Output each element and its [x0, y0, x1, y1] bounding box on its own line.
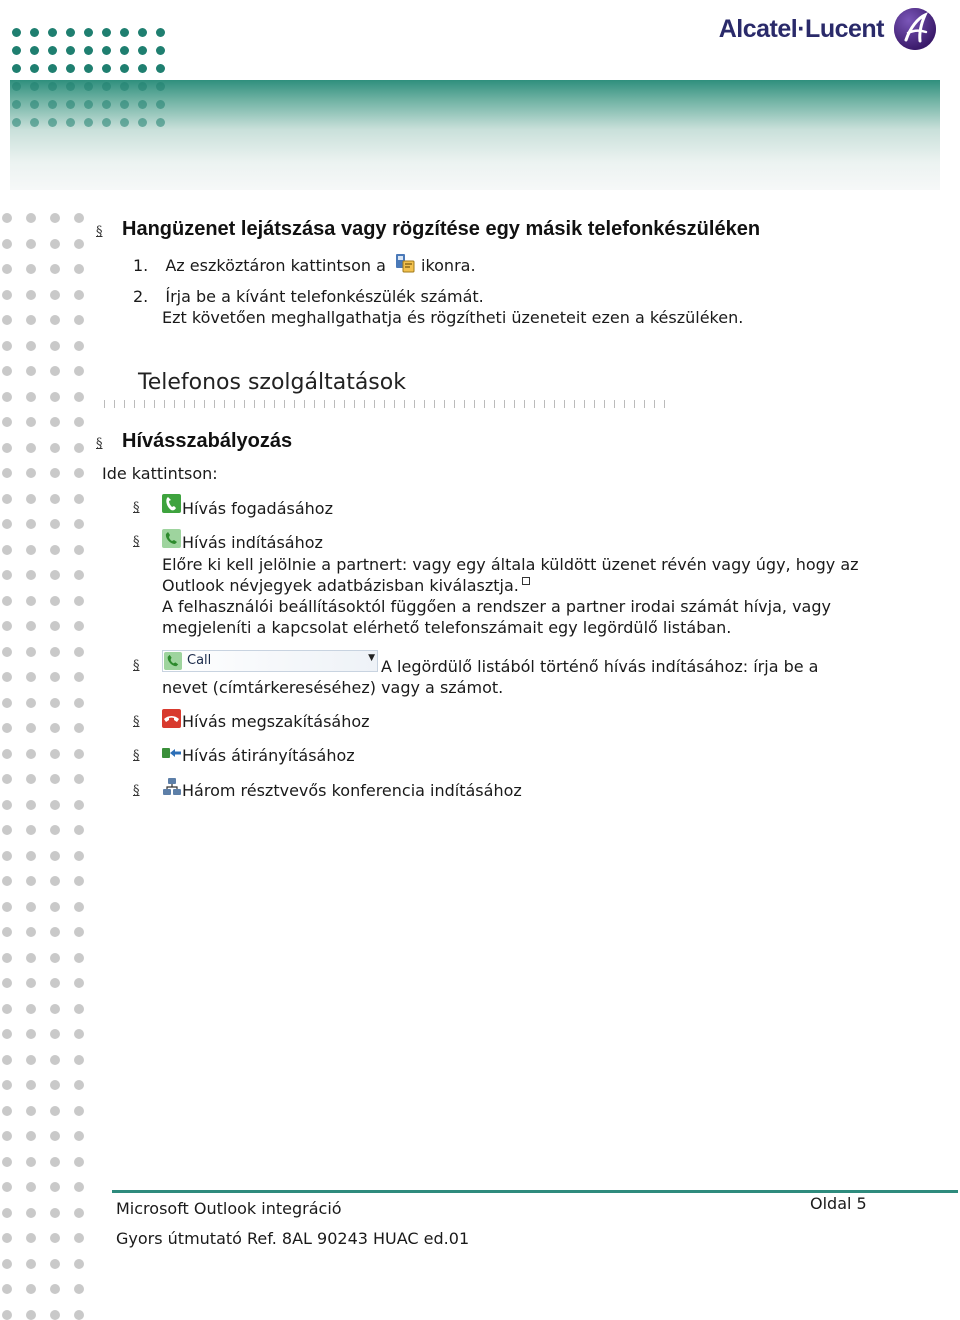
header-dot	[66, 28, 75, 37]
header-dot	[138, 118, 147, 127]
left-dot	[2, 1080, 12, 1090]
left-dot	[74, 213, 84, 223]
header-dot	[66, 46, 75, 55]
left-dot	[74, 366, 84, 376]
left-dot	[74, 1284, 84, 1294]
left-dot	[50, 698, 60, 708]
left-dot	[2, 570, 12, 580]
left-dot	[50, 1157, 60, 1167]
left-dot	[2, 953, 12, 963]
left-dot	[26, 876, 36, 886]
left-dot	[50, 723, 60, 733]
left-dot	[74, 1029, 84, 1039]
header-dot	[12, 100, 21, 109]
header-dot	[138, 64, 147, 73]
left-dot	[74, 978, 84, 988]
left-dot	[50, 1055, 60, 1065]
left-dot	[50, 1004, 60, 1014]
left-dot	[50, 519, 60, 529]
left-dot	[2, 417, 12, 427]
left-dot	[2, 1004, 12, 1014]
section-heading-voicemail: Hangüzenet lejátszása vagy rögzítése egy másik telefonkészüléken	[122, 218, 761, 240]
header-dot	[12, 46, 21, 55]
step-text: Az eszköztáron kattintson a	[165, 256, 386, 275]
header-dot	[48, 46, 57, 55]
header-dot	[12, 64, 21, 73]
header-dot	[48, 82, 57, 91]
left-dot	[26, 1208, 36, 1218]
left-dot	[50, 1259, 60, 1269]
header-dot	[138, 46, 147, 55]
header-dot	[30, 28, 39, 37]
alcatel-lucent-emblem-icon	[892, 6, 938, 52]
left-dot	[74, 1259, 84, 1269]
left-dot	[2, 213, 12, 223]
left-dot	[2, 876, 12, 886]
header-dot	[66, 100, 75, 109]
left-dot	[50, 953, 60, 963]
left-dot	[26, 1004, 36, 1014]
left-dot	[26, 392, 36, 402]
bullet-icon: §	[133, 658, 140, 673]
left-dot	[26, 290, 36, 300]
left-dot	[50, 341, 60, 351]
header-dot	[66, 118, 75, 127]
header-dot	[120, 28, 129, 37]
left-dot	[2, 672, 12, 682]
left-dot	[74, 264, 84, 274]
left-dot	[50, 851, 60, 861]
header-dot	[48, 100, 57, 109]
header-dot	[30, 100, 39, 109]
left-dot	[74, 1131, 84, 1141]
left-dot	[2, 851, 12, 861]
left-dot	[2, 1182, 12, 1192]
left-dot	[2, 392, 12, 402]
left-dot	[26, 800, 36, 810]
left-dot	[74, 953, 84, 963]
left-dot	[74, 468, 84, 478]
footer-document-title: Microsoft Outlook integráció	[116, 1199, 342, 1218]
left-dot	[2, 978, 12, 988]
header-dot	[84, 82, 93, 91]
left-dot	[50, 1080, 60, 1090]
left-dot	[50, 468, 60, 478]
left-dot	[74, 1106, 84, 1116]
left-dot	[74, 851, 84, 861]
left-dot	[50, 927, 60, 937]
left-dot	[50, 366, 60, 376]
header-dot-pattern	[12, 28, 172, 132]
header-dot	[156, 100, 165, 109]
left-dot	[26, 902, 36, 912]
bullet-icon: §	[96, 224, 103, 239]
left-dot	[50, 800, 60, 810]
left-dot	[50, 621, 60, 631]
left-dot	[26, 468, 36, 478]
section-divider	[104, 400, 674, 408]
header-dot	[30, 64, 39, 73]
call-dropdown-label: Call	[187, 653, 212, 668]
left-dot	[2, 596, 12, 606]
left-dot	[26, 1284, 36, 1294]
left-dot	[2, 239, 12, 249]
header-dot	[138, 100, 147, 109]
left-dot	[74, 519, 84, 529]
left-dot	[50, 494, 60, 504]
left-dot	[74, 494, 84, 504]
left-dot-column	[0, 205, 92, 1317]
left-dot	[74, 902, 84, 912]
left-dot	[26, 1029, 36, 1039]
left-dot	[26, 851, 36, 861]
header-dot	[156, 64, 165, 73]
step-number: 2.	[133, 287, 149, 306]
left-dot	[74, 1310, 84, 1320]
left-dot	[26, 672, 36, 682]
item-dropdown-line1: A legördülő listából történő hívás indításához: írja be a	[381, 657, 819, 676]
call-dropdown[interactable]	[162, 650, 378, 672]
left-dot	[26, 723, 36, 733]
item-answer-label: Hívás fogadásához	[182, 499, 333, 518]
left-dot	[50, 315, 60, 325]
left-dot	[26, 1157, 36, 1167]
item-make-call-detail-4: megjeleníti a kapcsolat elérhető telefonszámait egy legördülő listában.	[162, 618, 732, 637]
step-1-suffix: ikonra.	[421, 256, 476, 275]
header-dot	[120, 64, 129, 73]
header-dot	[120, 82, 129, 91]
left-dot	[50, 392, 60, 402]
left-dot	[2, 1310, 12, 1320]
left-dot	[50, 570, 60, 580]
header-dot	[66, 82, 75, 91]
item-transfer-label: Hívás átirányításához	[182, 746, 355, 765]
left-dot	[2, 1157, 12, 1167]
left-dot	[26, 545, 36, 555]
left-dot	[2, 800, 12, 810]
left-dot	[74, 392, 84, 402]
bullet-icon: §	[133, 748, 140, 763]
left-dot	[2, 443, 12, 453]
item-make-call-detail-1: Előre ki kell jelölnie a partnert: vagy egy általa küldött üzenet révén vagy úgy, hogy az	[162, 555, 859, 574]
left-dot	[2, 774, 12, 784]
bullet-icon: §	[133, 500, 140, 515]
left-dot	[2, 1106, 12, 1116]
left-dot	[50, 213, 60, 223]
left-dot	[74, 545, 84, 555]
left-dot	[2, 927, 12, 937]
hang-up-icon[interactable]	[162, 709, 181, 728]
left-dot	[50, 1233, 60, 1243]
left-dot	[50, 1106, 60, 1116]
left-dot	[2, 519, 12, 529]
brand-name: Alcatel·Lucent	[718, 14, 884, 43]
header-dot	[12, 28, 21, 37]
bullet-icon: §	[96, 436, 103, 451]
conference-icon[interactable]	[162, 777, 182, 797]
left-dot	[74, 1004, 84, 1014]
left-dot	[74, 749, 84, 759]
header-dot	[84, 100, 93, 109]
item-hang-up-label: Hívás megszakításához	[182, 712, 370, 731]
voicemail-phone-icon	[394, 252, 416, 274]
dropdown-arrow-icon[interactable]: ▼	[368, 653, 375, 663]
left-dot	[50, 978, 60, 988]
header-dot	[12, 118, 21, 127]
left-dot	[50, 825, 60, 835]
left-dot	[26, 570, 36, 580]
left-dot	[26, 749, 36, 759]
left-dot	[2, 1055, 12, 1065]
call-phone-icon	[164, 652, 182, 670]
transfer-icon[interactable]	[162, 745, 181, 761]
step-2-line2: Ezt követően meghallgathatja és rögzítheti üzeneteit ezen a készüléken.	[162, 308, 744, 327]
answer-call-icon[interactable]	[162, 494, 181, 513]
left-dot	[2, 698, 12, 708]
step-text: Írja be a kívánt telefonkészülék számát.	[165, 287, 484, 306]
bullet-icon: §	[133, 783, 140, 798]
left-dot	[2, 468, 12, 478]
brand-logo	[719, 6, 938, 52]
header-dot	[102, 28, 111, 37]
header-dot	[156, 82, 165, 91]
left-dot	[26, 366, 36, 376]
left-dot	[50, 672, 60, 682]
left-dot	[50, 1131, 60, 1141]
header-dot	[120, 118, 129, 127]
left-dot	[26, 1310, 36, 1320]
left-dot	[26, 315, 36, 325]
left-dot	[74, 825, 84, 835]
header-dot	[156, 28, 165, 37]
left-dot	[26, 1233, 36, 1243]
left-dot	[74, 774, 84, 784]
left-dot	[74, 1055, 84, 1065]
left-dot	[2, 1029, 12, 1039]
left-dot	[50, 290, 60, 300]
header-dot	[120, 46, 129, 55]
header-dot	[30, 82, 39, 91]
left-dot	[26, 978, 36, 988]
left-dot	[74, 1080, 84, 1090]
header-dot	[12, 82, 21, 91]
left-dot	[26, 927, 36, 937]
header-dot	[84, 64, 93, 73]
header-dot	[138, 28, 147, 37]
header-dot	[102, 100, 111, 109]
header-dot	[102, 118, 111, 127]
left-dot	[50, 1284, 60, 1294]
left-dot	[50, 239, 60, 249]
item-dropdown-line2: nevet (címtárkereséséhez) vagy a számot.	[162, 678, 504, 697]
left-dot	[74, 1182, 84, 1192]
left-dot	[2, 647, 12, 657]
left-dot	[74, 443, 84, 453]
left-dot	[2, 1208, 12, 1218]
left-dot	[2, 264, 12, 274]
header-dot	[48, 64, 57, 73]
header-dot	[48, 118, 57, 127]
header-dot	[120, 100, 129, 109]
left-dot	[50, 749, 60, 759]
left-dot	[2, 545, 12, 555]
left-dot	[50, 545, 60, 555]
header-dot	[102, 46, 111, 55]
header-dot	[138, 82, 147, 91]
left-dot	[26, 417, 36, 427]
make-call-icon[interactable]	[162, 529, 181, 548]
left-dot	[2, 825, 12, 835]
left-dot	[74, 1233, 84, 1243]
left-dot	[26, 1259, 36, 1269]
step-number: 1.	[133, 256, 149, 275]
left-dot	[50, 876, 60, 886]
intro-text: Ide kattintson:	[102, 464, 218, 483]
left-dot	[26, 443, 36, 453]
left-dot	[26, 264, 36, 274]
left-dot	[74, 800, 84, 810]
left-dot	[26, 953, 36, 963]
left-dot	[74, 596, 84, 606]
left-dot	[26, 774, 36, 784]
bullet-icon: §	[133, 534, 140, 549]
header-dot	[30, 46, 39, 55]
left-dot	[74, 927, 84, 937]
left-dot	[50, 443, 60, 453]
step-2	[133, 286, 484, 307]
left-dot	[2, 341, 12, 351]
footer-rule	[112, 1190, 958, 1193]
left-dot	[2, 290, 12, 300]
left-dot	[26, 213, 36, 223]
item-make-call-label: Hívás indításához	[182, 533, 323, 552]
header-dot	[102, 82, 111, 91]
header-dot	[30, 118, 39, 127]
left-dot	[2, 366, 12, 376]
left-dot	[26, 519, 36, 529]
left-dot	[74, 876, 84, 886]
left-dot	[2, 621, 12, 631]
header-dot	[102, 64, 111, 73]
step-1	[133, 255, 386, 276]
left-dot	[2, 749, 12, 759]
left-dot	[74, 672, 84, 682]
left-dot	[50, 417, 60, 427]
left-dot	[26, 621, 36, 631]
left-dot	[2, 1233, 12, 1243]
left-dot	[26, 239, 36, 249]
header-dot	[156, 118, 165, 127]
left-dot	[50, 1029, 60, 1039]
left-dot	[2, 1259, 12, 1269]
left-dot	[26, 596, 36, 606]
left-dot	[2, 902, 12, 912]
left-dot	[26, 341, 36, 351]
left-dot	[74, 417, 84, 427]
left-dot	[74, 621, 84, 631]
left-dot	[2, 315, 12, 325]
detail-text: Outlook névjegyek adatbázisban kiválasztja.	[162, 576, 519, 595]
left-dot	[74, 1157, 84, 1167]
left-dot	[74, 723, 84, 733]
left-dot	[26, 1182, 36, 1192]
left-dot	[50, 264, 60, 274]
left-dot	[26, 494, 36, 504]
header-dot	[84, 28, 93, 37]
left-dot	[26, 1131, 36, 1141]
left-dot	[26, 1055, 36, 1065]
header-dot	[48, 28, 57, 37]
left-dot	[26, 647, 36, 657]
item-conference-label: Három résztvevős konferencia indításához	[182, 781, 522, 800]
left-dot	[50, 647, 60, 657]
section-title-phone-services: Telefonos szolgáltatások	[138, 370, 406, 395]
left-dot	[74, 290, 84, 300]
left-dot	[74, 239, 84, 249]
left-dot	[50, 902, 60, 912]
left-dot	[50, 774, 60, 784]
left-dot	[26, 698, 36, 708]
left-dot	[50, 596, 60, 606]
header-dot	[84, 46, 93, 55]
footer-page-number: Oldal 5	[810, 1194, 867, 1213]
left-dot	[74, 570, 84, 580]
left-dot	[74, 341, 84, 351]
subheading-call-control: Hívásszabályozás	[122, 430, 293, 452]
left-dot	[74, 698, 84, 708]
left-dot	[26, 1080, 36, 1090]
footer-reference: Gyors útmutató Ref. 8AL 90243 HUAC ed.01	[116, 1229, 470, 1248]
left-dot	[26, 1106, 36, 1116]
left-dot	[50, 1182, 60, 1192]
item-make-call-detail-3: A felhasználói beállításoktól függően a rendszer a partner irodai számát hívja, vagy	[162, 597, 831, 616]
left-dot	[2, 1284, 12, 1294]
paragraph-mark-icon	[522, 577, 530, 585]
left-dot	[26, 825, 36, 835]
bullet-icon: §	[133, 714, 140, 729]
header-dot	[84, 118, 93, 127]
left-dot	[50, 1208, 60, 1218]
header-dot	[156, 46, 165, 55]
header-dot	[66, 64, 75, 73]
left-dot	[74, 647, 84, 657]
left-dot	[74, 1208, 84, 1218]
left-dot	[74, 315, 84, 325]
left-dot	[2, 723, 12, 733]
item-make-call-detail-2	[162, 575, 530, 596]
left-dot	[50, 1310, 60, 1320]
left-dot	[2, 1131, 12, 1141]
left-dot	[2, 494, 12, 504]
